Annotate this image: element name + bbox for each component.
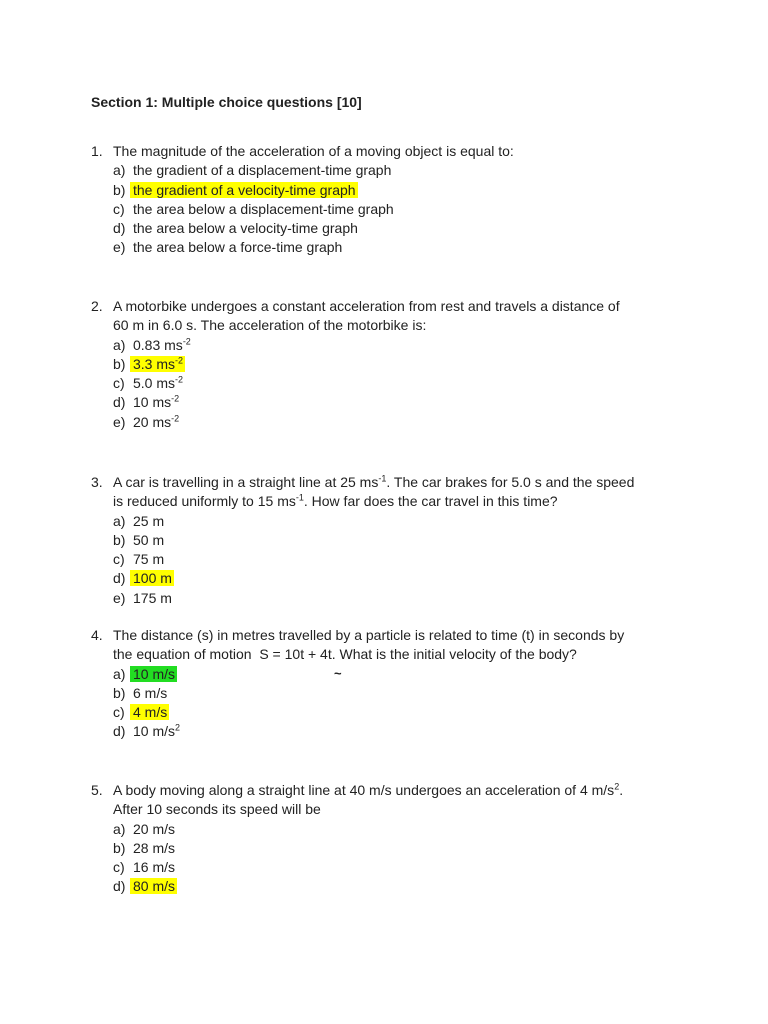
- option-b: b) 3.3 $ms^{-2}$: [113, 355, 184, 372]
- option-d: d) 10 $ms^{-2}$: [113, 393, 180, 411]
- option-b: b) 50 m: [113, 531, 165, 548]
- question-number: 2.: [91, 298, 103, 314]
- question-3: [91, 473, 691, 608]
- stray-mark: ~: [334, 666, 342, 681]
- question-number: 4.: [91, 627, 103, 643]
- option-d: d) 80 m/s: [113, 878, 176, 895]
- option-b: b) 28 m/s: [113, 839, 176, 856]
- option-b: b) 6 m/s: [113, 684, 168, 701]
- question-text: The magnitude of the acceleration of a moving object is equal to:: [113, 143, 514, 159]
- question-text: 60 m in 6.0 s. The acceleration of the motorbike is:: [113, 317, 427, 334]
- question-1: [91, 142, 691, 258]
- option-e: e) 20 $ms^{-2}$: [113, 413, 180, 430]
- option-a: a) the gradient of a displacement-time graph: [113, 162, 392, 179]
- highlighted-answer: the gradient of a velocity-time graph: [130, 182, 358, 198]
- highlighted-answer: 3.3 $ms^{-2}$: [130, 356, 185, 372]
- option-a: a) 10 m/s: [113, 665, 176, 682]
- option-a: a) 25 m: [113, 512, 165, 529]
- question-text: is reduced uniformly to 15 $ms^{-1}$. How far does the car travel in this time?: [113, 492, 558, 510]
- question-5: [91, 781, 691, 897]
- option-d: d) 10 $m/s^2$: [113, 722, 181, 740]
- question-text: A body moving along a straight line at 40 m/s undergoes an acceleration of 4 $m/s^2$.: [113, 781, 624, 798]
- option-e: e) the area below a force-time graph: [113, 239, 343, 256]
- question-text: The distance (s) in metres travelled by a particle is related to time (t) in seconds by: [113, 627, 625, 643]
- highlighted-answer: 80 m/s: [130, 878, 177, 894]
- option-e: e) 175 m: [113, 589, 172, 606]
- option-c: c) the area below a displacement-time graph: [113, 200, 394, 217]
- option-c: c) 75 m: [113, 551, 165, 568]
- option-b: b) the gradient of a velocity-time graph: [113, 181, 356, 198]
- question-number: 1.: [91, 143, 103, 159]
- question-number: 3.: [91, 474, 103, 490]
- question-text: the equation of motion S = 10t + 4t. What is the initial velocity of the body?: [113, 646, 577, 663]
- question-text: A motorbike undergoes a constant acceleration from rest and travels a distance of: [113, 298, 620, 314]
- section-title: Section 1: Multiple choice questions [10]: [91, 94, 362, 110]
- question-4: [91, 626, 691, 742]
- question-text: After 10 seconds its speed will be: [113, 801, 321, 818]
- highlighted-answer-green: 10 m/s: [130, 666, 177, 682]
- question-number: 5.: [91, 782, 103, 798]
- option-c: c) 4 m/s: [113, 704, 168, 721]
- option-d: d) the area below a velocity-time graph: [113, 220, 358, 237]
- question-2: [91, 297, 691, 432]
- question-text: A car is travelling in a straight line at 25 $ms^{-1}$. The car brakes for 5.0 s and the speed: [113, 473, 635, 490]
- option-a: a) 0.83 $ms^{-2}$: [113, 335, 191, 353]
- option-c: c) 16 m/s: [113, 859, 176, 876]
- option-c: c) 5.0 $ms^{-2}$: [113, 374, 184, 392]
- option-a: a) 20 m/s: [113, 820, 176, 837]
- option-d: d) 100 m: [113, 570, 172, 587]
- highlighted-answer: 4 m/s: [130, 704, 169, 720]
- highlighted-answer: 100 m: [130, 570, 174, 586]
